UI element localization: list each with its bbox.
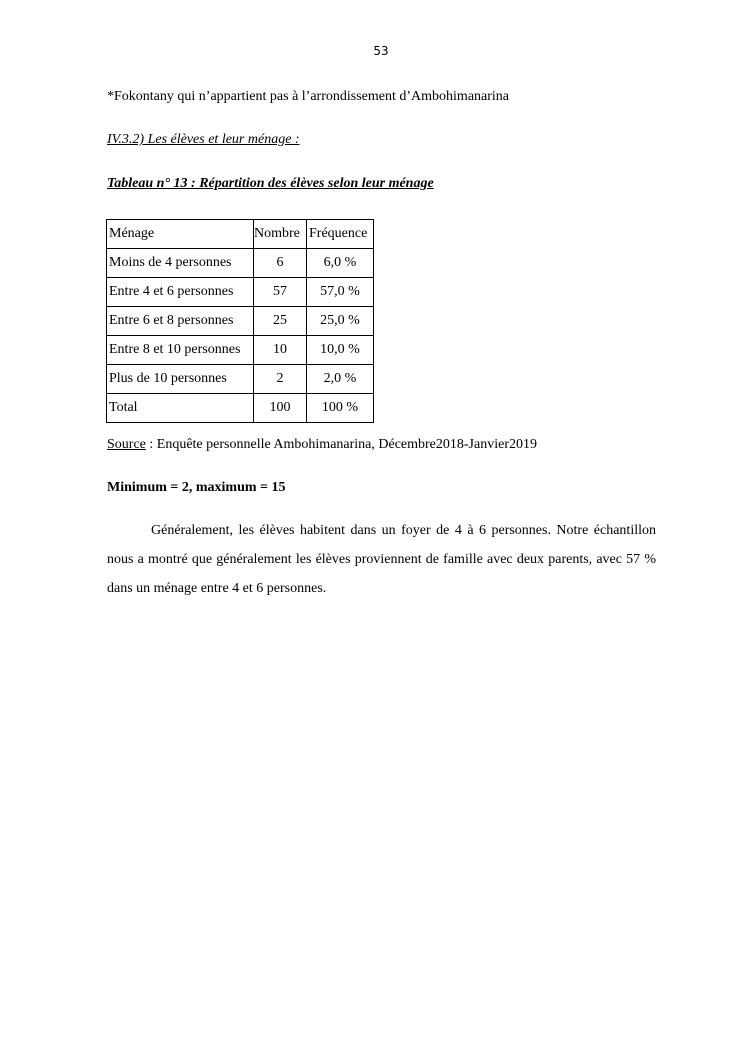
- cell-nombre: 2: [254, 365, 307, 394]
- cell-menage: Entre 4 et 6 personnes: [107, 278, 254, 307]
- table-row: [107, 365, 374, 394]
- household-table: [106, 219, 374, 423]
- cell-nombre: 25: [254, 307, 307, 336]
- cell-frequence: 6,0 %: [307, 249, 374, 278]
- cell-frequence: 100 %: [307, 394, 374, 423]
- footnote: *Fokontany qui n’appartient pas à l’arrondissement d’Ambohimanarina: [107, 89, 510, 104]
- source-line: [107, 437, 537, 453]
- cell-menage: Entre 8 et 10 personnes: [107, 336, 254, 365]
- table-row: [107, 278, 374, 307]
- table-header-row: [107, 220, 374, 249]
- table-total-row: [107, 394, 374, 423]
- cell-frequence: 10,0 %: [307, 336, 374, 365]
- body-paragraph: Généralement, les élèves habitent dans un foyer de 4 à 6 personnes. Notre échantillon nous a montré que généralement les élèves proviennent de famille avec deux parents, avec 57 % dans un ménage entre 4 et 6 personnes.: [107, 523, 656, 596]
- min-max-summary: Minimum = 2, maximum = 15: [107, 480, 286, 495]
- header-frequence: Fréquence: [307, 220, 374, 249]
- cell-nombre: 10: [254, 336, 307, 365]
- table-row: [107, 307, 374, 336]
- header-menage: Ménage: [107, 220, 254, 249]
- section-heading: IV.3.2) Les élèves et leur ménage :: [107, 132, 300, 147]
- cell-menage: Moins de 4 personnes: [107, 249, 254, 278]
- cell-nombre: 57: [254, 278, 307, 307]
- cell-frequence: 57,0 %: [307, 278, 374, 307]
- table-row: [107, 249, 374, 278]
- table-caption: Tableau n° 13 : Répartition des élèves selon leur ménage: [107, 176, 434, 191]
- source-text: : Enquête personnelle Ambohimanarina, Décembre2018-Janvier2019: [145, 437, 537, 452]
- cell-nombre: 6: [254, 249, 307, 278]
- table-row: [107, 336, 374, 365]
- page-number: 53: [373, 44, 389, 58]
- cell-frequence: 2,0 %: [307, 365, 374, 394]
- cell-menage: Total: [107, 394, 254, 423]
- cell-nombre: 100: [254, 394, 307, 423]
- source-label: Source: [107, 437, 146, 452]
- cell-menage: Plus de 10 personnes: [107, 365, 254, 394]
- cell-menage: Entre 6 et 8 personnes: [107, 307, 254, 336]
- cell-frequence: 25,0 %: [307, 307, 374, 336]
- header-nombre: Nombre: [254, 220, 307, 249]
